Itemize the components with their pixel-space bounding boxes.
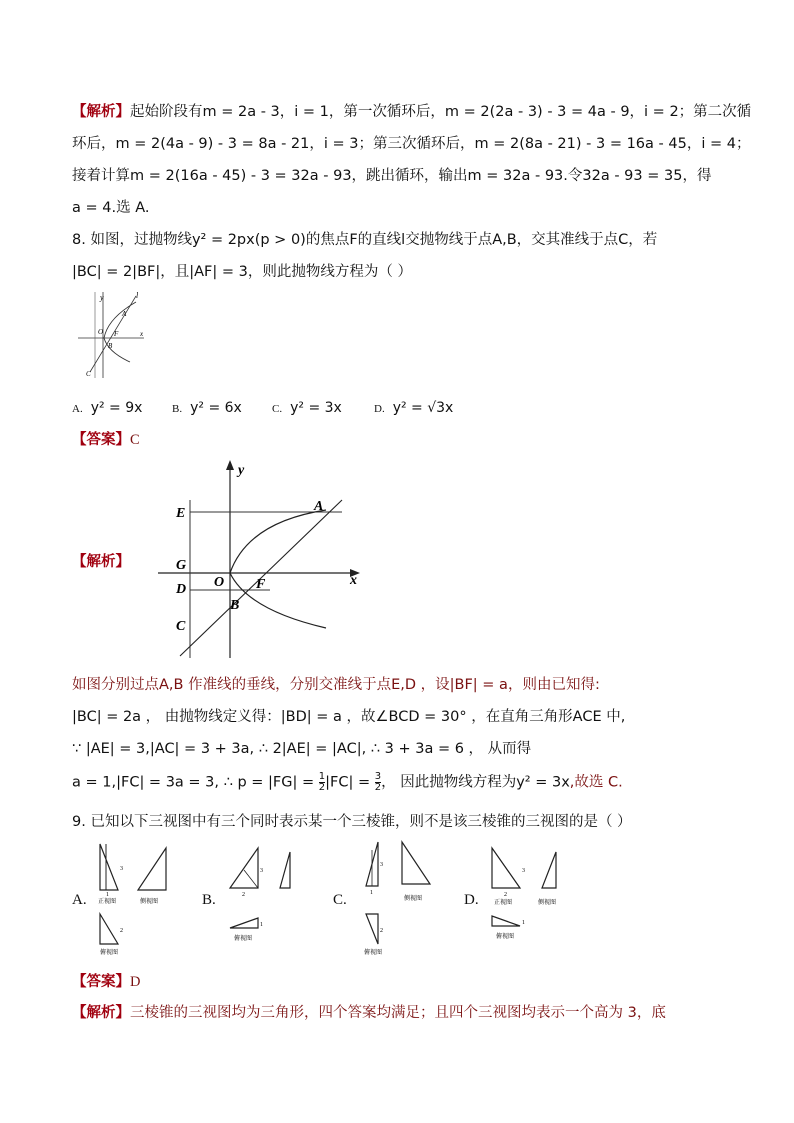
svg-text:1: 1	[260, 922, 263, 928]
q9-option-c-label: C.	[333, 892, 347, 908]
q9-answer: 【答案】D	[72, 974, 141, 990]
svg-text:3: 3	[522, 868, 525, 874]
svg-text:B: B	[230, 598, 240, 613]
label-O: O	[98, 328, 104, 336]
q9-option-b-views	[226, 846, 316, 946]
q8-small-figure	[78, 290, 158, 380]
q8-solution-line4: a = 1,|FC| = 3a = 3, ∴ p = |FG| = $\frac{1}{2}$ |FC| = $\frac{3}{2}$ ， 因此抛物线方程为y² = 3x,故选 C.	[72, 771, 623, 793]
svg-text:侧视图: 侧视图	[538, 899, 557, 906]
svg-text:俯视图: 俯视图	[364, 949, 383, 956]
analysis-tag: 【解析】	[72, 104, 130, 120]
q8-solution-line1: 如图分别过点A,B 作准线的垂线，分别交准线于点E,D ，设|BF| = a，则由已知得:	[72, 677, 600, 693]
q7-analysis-line2: 环后，m = 2(4a - 9) - 3 = 8a - 21，i = 3；第三次循环后，m = 2(8a - 21) - 3 = 16a - 45，i = 4；	[72, 136, 751, 152]
q9-option-d-label: D.	[464, 892, 479, 908]
svg-text:x: x	[350, 573, 357, 588]
svg-text:正视图: 正视图	[98, 898, 117, 905]
q7-analysis-line1	[72, 102, 751, 122]
svg-text:2: 2	[380, 928, 383, 934]
q7-analysis-line4: a = 4.选 A.	[72, 200, 150, 216]
label-C: C	[86, 370, 91, 378]
svg-text:1: 1	[106, 892, 109, 898]
label-x: x	[140, 330, 144, 338]
svg-text:1: 1	[370, 890, 373, 896]
q8-option-b: B. y² = 6x	[172, 400, 242, 416]
svg-text:2: 2	[242, 892, 245, 898]
svg-text:3: 3	[260, 868, 263, 874]
q8-solution-line3: ∵ |AE| = 3,|AC| = 3 + 3a, ∴ 2|AE| = |AC|, ∴ 3 + 3a = 6 ， 从而得	[72, 741, 532, 757]
q8-option-d: D. y² = √3x	[374, 400, 454, 416]
q8-option-a: A. y² = 9x	[72, 400, 143, 416]
label-l: l	[136, 291, 139, 300]
label-A: A	[122, 310, 127, 318]
svg-text:正视图: 正视图	[494, 899, 513, 906]
svg-text:俯视图: 俯视图	[234, 935, 253, 942]
svg-text:D: D	[176, 582, 187, 597]
label-y: y	[100, 293, 104, 302]
q8-analysis-figure	[150, 460, 370, 660]
svg-text:侧视图: 侧视图	[404, 895, 423, 902]
q9-option-c-views	[360, 840, 470, 955]
svg-text:俯视图: 俯视图	[496, 933, 515, 940]
q8-stem-line2: |BC| = 2|BF|，且|AF| = 3，则此抛物线方程为（ ）	[72, 264, 412, 280]
svg-text:2: 2	[120, 928, 123, 934]
svg-text:F: F	[256, 577, 266, 592]
q8-option-c: C. y² = 3x	[272, 400, 342, 416]
q9-option-a-views	[96, 842, 206, 957]
svg-text:俯视图: 俯视图	[100, 949, 119, 956]
q9-option-d-views	[490, 846, 580, 946]
q8-analysis-tag: 【解析】	[72, 554, 130, 570]
q8-stem-line1: 8. 如图，过抛物线y² = 2px(p > 0)的焦点F的直线l交抛物线于点A,B，交其准线于点C，若	[72, 232, 658, 248]
svg-text:G: G	[176, 558, 187, 573]
svg-text:C: C	[176, 619, 186, 634]
svg-text:3: 3	[120, 866, 123, 872]
svg-text:3: 3	[380, 862, 383, 868]
svg-text:y: y	[238, 463, 245, 478]
label-B: B	[108, 342, 113, 350]
label-F: F	[114, 330, 119, 338]
svg-text:A: A	[314, 499, 324, 514]
svg-text:侧视图: 侧视图	[140, 898, 159, 905]
q9-analysis: 【解析】三棱锥的三视图均为三角形，四个答案均满足；且四个三视图均表示一个高为 3，底	[72, 1005, 666, 1021]
q8-solution-line2: |BC| = 2a ， 由抛物线定义得：|BD| = a ，故∠BCD = 30° ，在直角三角形ACE 中,	[72, 709, 626, 725]
svg-text:2: 2	[504, 892, 507, 898]
q8-answer: 【答案】C	[72, 432, 140, 448]
q9-option-b-label: B.	[202, 892, 216, 908]
q7-analysis-line3: 接着计算m = 2(16a - 45) - 3 = 32a - 93，跳出循环，输出m = 32a - 93.令32a - 93 = 35，得	[72, 168, 712, 184]
q9-option-a-label: A.	[72, 892, 87, 908]
svg-text:O: O	[214, 575, 225, 590]
svg-text:1: 1	[522, 920, 525, 926]
q7-text-1: 起始阶段有m = 2a - 3，i = 1，第一次循环后，m = 2(2a - 3) - 3 = 4a - 9，i = 2；第二次循	[130, 104, 752, 120]
svg-text:E: E	[176, 506, 186, 521]
q9-stem: 9. 已知以下三视图中有三个同时表示某一个三棱锥，则不是该三棱锥的三视图的是（ ）	[72, 814, 632, 830]
